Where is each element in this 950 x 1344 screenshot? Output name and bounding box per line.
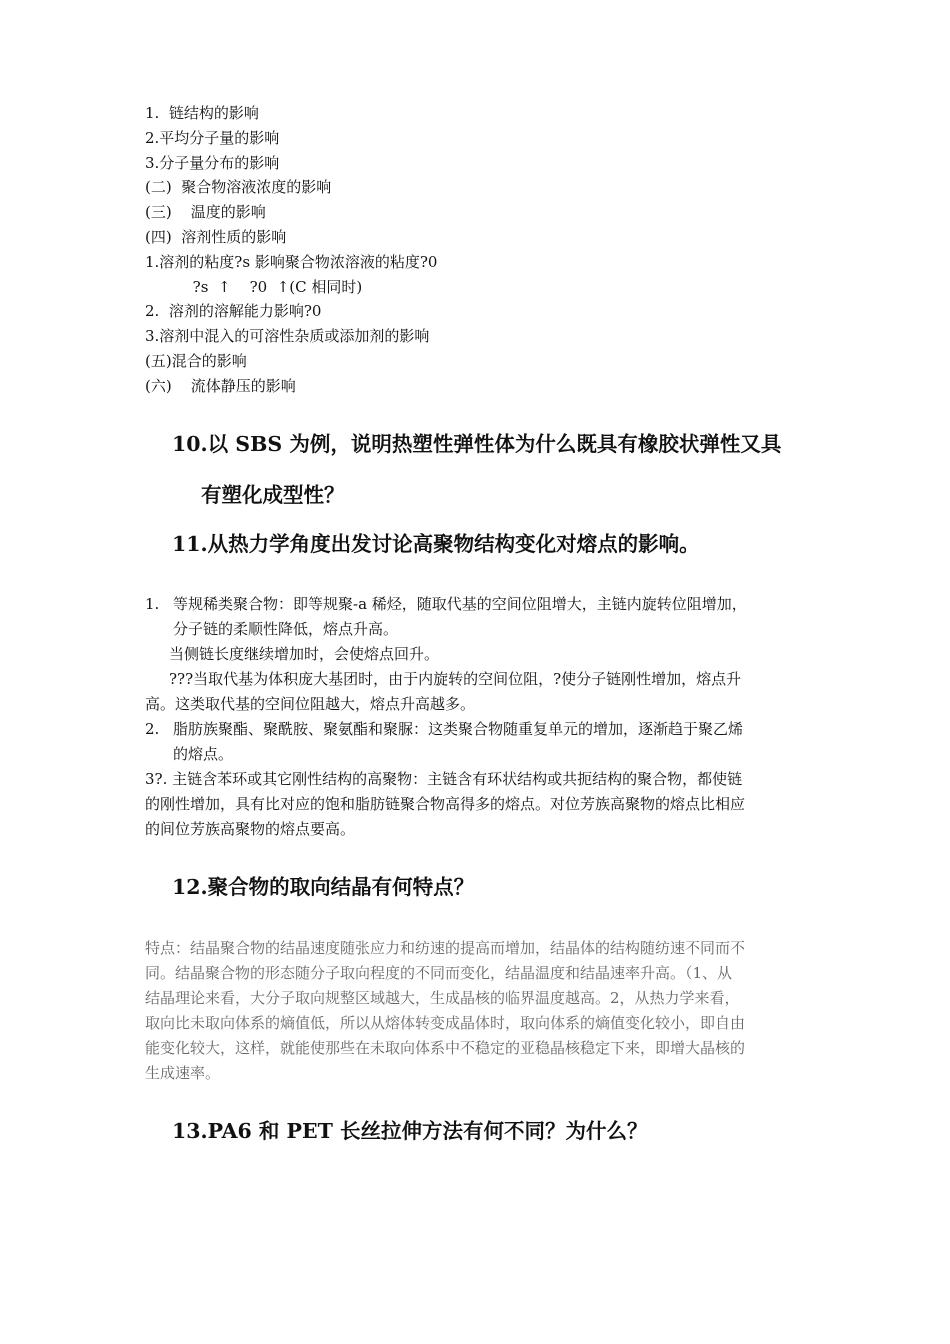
answer-line: 等规稀类聚合物：即等规聚-a 稀烃，随取代基的空间位阻增大，主链内旋转位阻增加， xyxy=(173,595,747,613)
outline-line: 1.溶剂的粘度?s 影响聚合物浓溶液的粘度?0 xyxy=(145,252,438,271)
answer-line: 特点：结晶聚合物的结晶速度随张应力和纺速的提高而增加，结晶体的结构随纺速不同而不 xyxy=(145,939,746,957)
question-10-heading: 10.以 SBS 为例，说明热塑性弹性体为什么既具有橡胶状弹性又具 xyxy=(172,432,782,456)
answer-line: 能变化较大，这样，就能使那些在未取向体系中不稳定的亚稳晶核稳定下来，即增大晶核的 xyxy=(145,1039,746,1057)
answer-line: 的间位芳族高聚物的熔点要高。 xyxy=(145,820,356,838)
question-10-heading-continued: 有塑化成型性？ xyxy=(201,483,345,507)
answer-line: 分子链的柔顺性降低，熔点升高。 xyxy=(173,620,399,638)
outline-line: 2.平均分子量的影响 xyxy=(145,128,280,147)
outline-line: 2. 溶剂的溶解能力影响?0 xyxy=(145,302,322,321)
question-13-heading: 13.PA6 和 PET 长丝拉伸方法有何不同？为什么？ xyxy=(172,1119,648,1143)
outline-line: (四) 溶剂性质的影响 xyxy=(145,227,287,246)
answer-line: 同。结晶聚合物的形态随分子取向程度的不同而变化，结晶温度和结晶速率升高。（1、从 xyxy=(145,964,733,982)
outline-list xyxy=(145,101,845,399)
outline-line: 3.溶剂中混入的可溶性杂质或添加剂的影响 xyxy=(145,327,430,346)
answer-line: 取向比未取向体系的熵值低，所以从熔体转变成晶体时，取向体系的熵值变化较小，即自由 xyxy=(145,1014,746,1032)
answer-line: 生成速率。 xyxy=(145,1064,221,1082)
answer-line: 结晶理论来看，大分子取向规整区域越大，生成晶核的临界温度越高。2，从热力学来看， xyxy=(145,989,740,1007)
outline-line: (六) 流体静压的影响 xyxy=(145,376,296,395)
list-number: 1. xyxy=(145,595,160,613)
question-11-heading: 11.从热力学角度出发讨论高聚物结构变化对熔点的影响。 xyxy=(172,532,700,556)
question-12-heading: 12.聚合物的取向结晶有何特点？ xyxy=(172,875,475,899)
answer-12 xyxy=(145,936,817,1086)
answer-line: 高。这类取代基的空间位阻越大，熔点升高越多。 xyxy=(145,695,476,713)
list-number: 2. xyxy=(145,720,160,738)
answer-line: 的刚性增加，具有比对应的饱和脂肪链聚合物高得多的熔点。对位芳族高聚物的熔点比相应 xyxy=(145,795,746,813)
answer-11 xyxy=(145,592,817,842)
outline-line: (二) 聚合物溶液浓度的影响 xyxy=(145,178,332,197)
outline-line: (五)混合的影响 xyxy=(145,351,247,370)
outline-line: (三) 温度的影响 xyxy=(145,203,266,222)
answer-line: 脂肪族聚酯、聚酰胺、聚氨酯和聚脲：这类聚合物随重复单元的增加，逐渐趋于聚乙烯 xyxy=(173,720,744,738)
answer-line: 当侧链长度继续增加时，会使熔点回升。 xyxy=(169,645,440,663)
answer-line: ???当取代基为体积庞大基团时，由于内旋转的空间位阻，?使分子链刚性增加，熔点升 xyxy=(169,670,742,688)
answer-line: 3?. 主链含苯环或其它刚性结构的高聚物：主链含有环状结构或共扼结构的聚合物，都使链 xyxy=(145,770,743,788)
outline-line: 3.分子量分布的影响 xyxy=(145,153,280,172)
outline-line: 1. 链结构的影响 xyxy=(145,104,259,122)
answer-line: 的熔点。 xyxy=(173,745,234,763)
outline-line: ?s ↑ ?0 ↑(C 相同时) xyxy=(145,277,363,296)
